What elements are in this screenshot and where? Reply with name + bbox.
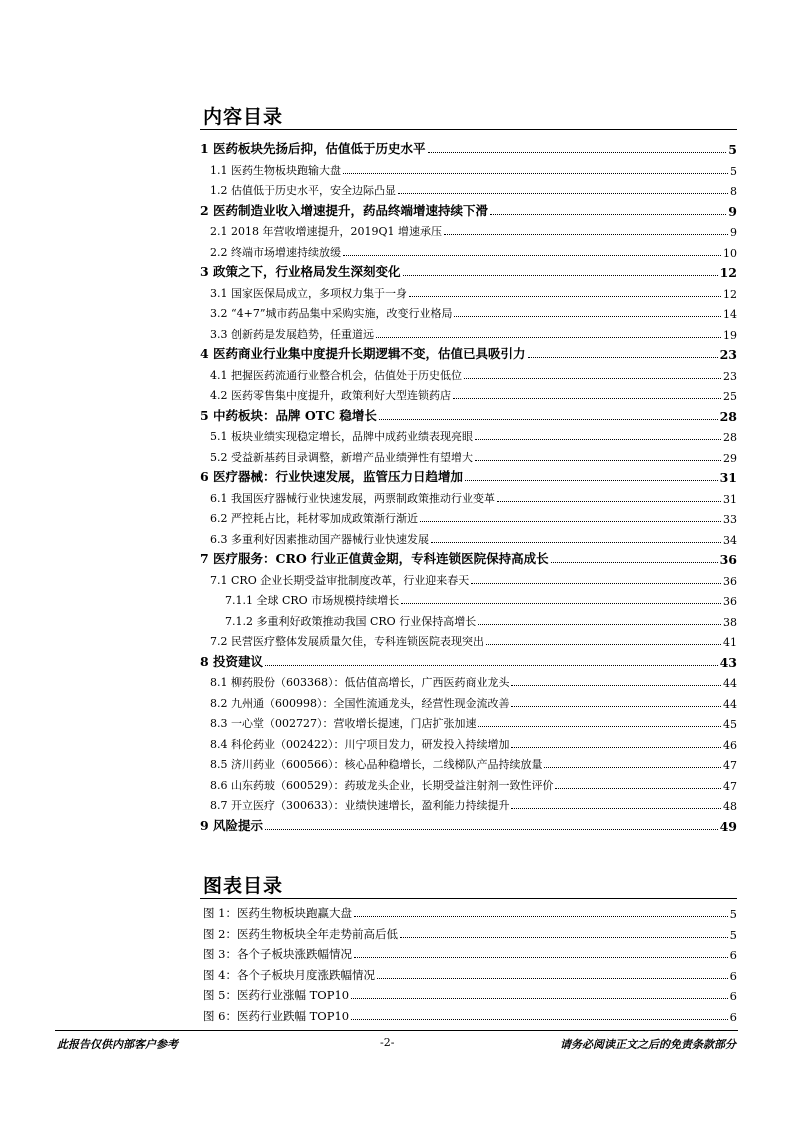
dot-leader — [465, 480, 718, 481]
toc-entry-page: 14 — [723, 308, 737, 321]
toc-entry-title: 4 医药商业行业集中度提升长期逻辑不变，估值已具吸引力 — [200, 346, 526, 361]
toc-entry[interactable] — [200, 160, 737, 178]
toc-entry[interactable] — [200, 201, 737, 219]
toc-entry[interactable] — [200, 529, 737, 547]
toc-entry[interactable] — [200, 549, 737, 567]
toc-entry-page: 28 — [719, 408, 737, 424]
toc-entry-title: 3.1 国家医保局成立，多项权力集于一身 — [210, 286, 407, 300]
toc-entry[interactable] — [200, 795, 737, 813]
toc-entry-page: 9 — [730, 226, 737, 239]
dot-leader — [551, 562, 718, 563]
toc-entry-title: 5 中药板块：品牌 OTC 稳增长 — [200, 407, 377, 423]
dot-leader — [453, 398, 721, 399]
toc-entry-title: 3 政策之下，行业格局发生深刻变化 — [200, 264, 401, 279]
toc-entry[interactable] — [200, 406, 737, 424]
dot-leader — [478, 726, 721, 727]
figure-entry-title: 图 2：医药生物板块全年走势前高后低 — [203, 926, 398, 941]
toc-entry-page: 12 — [723, 287, 737, 301]
toc-entry-page: 31 — [723, 492, 737, 506]
toc-entry-page: 8 — [730, 185, 737, 198]
toc-entry-title: 3.3 创新药是发展趋势，任重道远 — [210, 327, 374, 341]
toc-entry-title: 2.2 终端市场增速持续放缓 — [210, 245, 341, 259]
dot-leader — [343, 255, 721, 256]
toc-entry-page: 10 — [723, 246, 737, 260]
dot-leader — [497, 501, 721, 502]
footer-disclaimer-left: 此报告仅供内部客户参考 — [57, 1038, 178, 1051]
dot-leader — [511, 685, 721, 686]
toc-entry-title: 9 风险提示 — [200, 817, 264, 833]
dot-leader — [428, 152, 727, 153]
toc-entry[interactable] — [200, 365, 737, 383]
toc-entry[interactable] — [200, 713, 737, 731]
dot-leader — [343, 173, 728, 174]
dot-leader — [398, 193, 728, 194]
dot-leader — [475, 460, 721, 461]
dot-leader — [403, 275, 718, 276]
toc-entry-title: 7.1.1 全球 CRO 市场规模持续增长 — [225, 594, 400, 607]
toc-entry-title: 5.2 受益新基药目录调整，新增产品业绩弹性有望增大 — [210, 450, 473, 464]
toc-entry[interactable] — [200, 611, 737, 629]
page-number: -2- — [380, 1036, 395, 1049]
toc-entry[interactable] — [200, 262, 737, 280]
toc-entry[interactable] — [200, 734, 737, 752]
toc-entry[interactable] — [200, 672, 737, 690]
dot-leader — [376, 337, 721, 338]
dot-leader — [528, 357, 718, 358]
toc-entry[interactable] — [200, 652, 737, 670]
dot-leader — [478, 624, 721, 625]
toc-entry-title: 8.1 柳药股份（603368）：低估值高增长，广西医药商业龙头 — [210, 676, 510, 689]
toc-entry-title: 4.1 把握医药流通行业整合机会，估值处于历史低位 — [210, 368, 462, 382]
toc-entry-page: 25 — [723, 390, 737, 403]
toc-entry[interactable] — [200, 816, 737, 834]
figure-list-title: 图表目录 — [203, 875, 284, 897]
dot-leader — [471, 583, 721, 584]
dot-leader — [401, 603, 721, 604]
toc-entry[interactable] — [200, 754, 737, 772]
dot-leader — [351, 1019, 728, 1020]
toc-entry-page: 23 — [723, 369, 737, 383]
toc-entry-page: 33 — [723, 513, 737, 526]
dot-leader — [409, 296, 721, 297]
figure-list-title-rule — [200, 898, 737, 899]
toc-entry[interactable] — [200, 180, 737, 198]
toc-entry[interactable] — [200, 775, 737, 793]
figure-entry-page: 6 — [729, 989, 737, 1003]
toc-entry-page: 38 — [723, 615, 737, 629]
toc-entry[interactable] — [200, 303, 737, 321]
toc-entry[interactable] — [200, 447, 737, 465]
dot-leader — [400, 937, 728, 938]
toc-entry-page: 29 — [723, 451, 737, 465]
toc-entry[interactable] — [200, 488, 737, 506]
figure-entry-title: 图 4：各个子板块月度涨跌幅情况 — [203, 967, 375, 982]
toc-entry-page: 5 — [730, 164, 737, 178]
toc-entry-page: 41 — [723, 636, 737, 649]
toc-entry[interactable] — [200, 221, 737, 239]
dot-leader — [420, 521, 721, 522]
figure-entry-page: 5 — [729, 907, 737, 921]
toc-entry-title: 2 医药制造业收入增速提升，药品终端增速持续下滑 — [200, 202, 489, 218]
toc-entry-page: 47 — [723, 759, 737, 772]
toc-entry-page: 49 — [719, 818, 737, 834]
dot-leader — [351, 998, 728, 999]
toc-entry-title: 8.4 科伦药业（002422）：川宁项目发力，研发投入持续增加 — [210, 737, 510, 751]
toc-entry-title: 7.1.2 多重利好政策推动我国 CRO 行业保持高增长 — [225, 614, 477, 628]
footer-rule — [55, 1030, 738, 1031]
toc-entry-page: 48 — [723, 800, 737, 813]
toc-entry-page: 12 — [719, 265, 737, 280]
toc-entry-title: 6.3 多重利好因素推动国产器械行业快速发展 — [210, 532, 429, 546]
toc-entry-title: 6.1 我国医疗器械行业快速发展，两票制政策推动行业变革 — [210, 491, 495, 505]
toc-entry[interactable] — [200, 631, 737, 649]
figure-entry-page: 6 — [729, 968, 737, 983]
toc-entry-title: 6.2 严控耗占比，耗材零加成政策渐行渐近 — [210, 512, 418, 525]
toc-entry[interactable] — [200, 385, 737, 403]
dot-leader — [265, 829, 718, 830]
toc-entry-page: 36 — [723, 574, 737, 588]
figure-entry[interactable] — [200, 985, 737, 1003]
toc-entry-title: 7.1 CRO 企业长期受益审批制度改革，行业迎来春天 — [210, 573, 470, 587]
dot-leader — [511, 706, 721, 707]
figure-entry[interactable] — [200, 924, 737, 942]
toc-entry-title: 1.1 医药生物板块跑输大盘 — [210, 163, 341, 177]
dot-leader — [431, 542, 721, 543]
toc-entry[interactable] — [200, 242, 737, 260]
toc-entry[interactable] — [200, 344, 737, 362]
toc-entry-page: 31 — [719, 470, 737, 485]
toc-entry[interactable] — [200, 590, 737, 608]
table-of-contents — [200, 139, 737, 839]
toc-entry-page: 36 — [723, 595, 737, 608]
figure-entry[interactable] — [200, 1006, 737, 1024]
dot-leader — [511, 747, 721, 748]
toc-entry-page: 44 — [723, 677, 737, 690]
dot-leader — [454, 316, 721, 317]
figure-list — [200, 903, 737, 1028]
figure-entry-page: 6 — [729, 1009, 737, 1024]
toc-entry-page: 19 — [723, 328, 737, 342]
figure-entry[interactable] — [200, 903, 737, 921]
toc-entry-page: 45 — [723, 718, 737, 731]
dot-leader — [464, 378, 721, 379]
toc-entry-page: 46 — [723, 738, 737, 752]
toc-entry[interactable] — [200, 508, 737, 526]
dot-leader — [377, 978, 728, 979]
toc-entry-title: 6 医疗器械：行业快速发展，监管压力日趋增加 — [200, 469, 464, 484]
figure-entry[interactable] — [200, 965, 737, 983]
toc-entry-title: 7.2 民营医疗整体发展质量欠佳，专科连锁医院表现突出 — [210, 635, 484, 648]
toc-entry-page: 23 — [719, 347, 737, 362]
toc-entry-title: 1 医药板块先扬后抑，估值低于历史水平 — [200, 141, 426, 156]
toc-entry-title: 7 医疗服务：CRO 行业正值黄金期，专科连锁医院保持高成长 — [200, 551, 549, 566]
toc-entry-page: 34 — [723, 533, 737, 547]
figure-entry-title: 图 5：医药行业涨幅 TOP10 — [203, 988, 350, 1002]
toc-entry[interactable] — [200, 283, 737, 301]
dot-leader — [354, 916, 728, 917]
dot-leader — [490, 214, 726, 215]
toc-entry-title: 8.5 济川药业（600566）：核心品种稳增长，二线梯队产品持续放量 — [210, 758, 543, 771]
toc-entry-page: 9 — [728, 203, 737, 219]
toc-entry-title: 8.3 一心堂（002727）：营收增长提速，门店扩张加速 — [210, 717, 477, 730]
dot-leader — [379, 419, 718, 420]
toc-entry-page: 5 — [728, 142, 737, 157]
dot-leader — [544, 767, 721, 768]
toc-entry-title: 8.7 开立医疗（300633）：业绩快速增长，盈利能力持续提升 — [210, 799, 510, 812]
figure-entry-title: 图 3：各个子板块涨跌幅情况 — [203, 947, 352, 961]
dot-leader — [486, 644, 721, 645]
toc-entry-title: 8.6 山东药玻（600529）：药玻龙头企业，长期受益注射剂一致性评价 — [210, 778, 554, 792]
toc-entry-page: 43 — [719, 654, 737, 670]
toc-entry[interactable] — [200, 693, 737, 711]
toc-entry[interactable] — [200, 139, 737, 157]
dot-leader — [475, 439, 721, 440]
toc-entry[interactable] — [200, 570, 737, 588]
dot-leader — [354, 957, 728, 958]
toc-title-rule — [200, 129, 737, 130]
toc-entry[interactable] — [200, 467, 737, 485]
toc-entry-page: 36 — [719, 552, 737, 567]
figure-entry-page: 5 — [729, 927, 737, 942]
toc-entry-page: 47 — [723, 779, 737, 793]
figure-entry-page: 6 — [729, 948, 737, 962]
toc-title: 内容目录 — [203, 106, 284, 128]
dot-leader — [444, 234, 728, 235]
toc-entry-page: 44 — [723, 697, 737, 711]
toc-entry-title: 5.1 板块业绩实现稳定增长，品牌中成药业绩表现亮眼 — [210, 430, 473, 443]
toc-entry-title: 2.1 2018 年营收增速提升，2019Q1 增速承压 — [210, 225, 442, 238]
dot-leader — [265, 665, 718, 666]
toc-entry-title: 4.2 医药零售集中度提升，政策利好大型连锁药店 — [210, 389, 451, 402]
dot-leader — [555, 788, 721, 789]
dot-leader — [511, 808, 721, 809]
toc-entry-title: 1.2 估值低于历史水平，安全边际凸显 — [210, 184, 396, 197]
toc-entry-title: 8.2 九州通（600998）：全国性流通龙头，经营性现金流改善 — [210, 696, 510, 710]
toc-entry-page: 28 — [723, 431, 737, 444]
toc-entry[interactable] — [200, 324, 737, 342]
footer-disclaimer-right: 请务必阅读正文之后的免责条款部分 — [560, 1038, 736, 1051]
figure-entry-title: 图 1：医药生物板块跑赢大盘 — [203, 906, 352, 920]
toc-entry[interactable] — [200, 426, 737, 444]
toc-entry-title: 8 投资建议 — [200, 653, 264, 669]
figure-entry-title: 图 6：医药行业跌幅 TOP10 — [203, 1008, 350, 1023]
toc-entry-title: 3.2 “4+7”城市药品集中采购实施，改变行业格局 — [210, 307, 453, 320]
figure-entry[interactable] — [200, 944, 737, 962]
